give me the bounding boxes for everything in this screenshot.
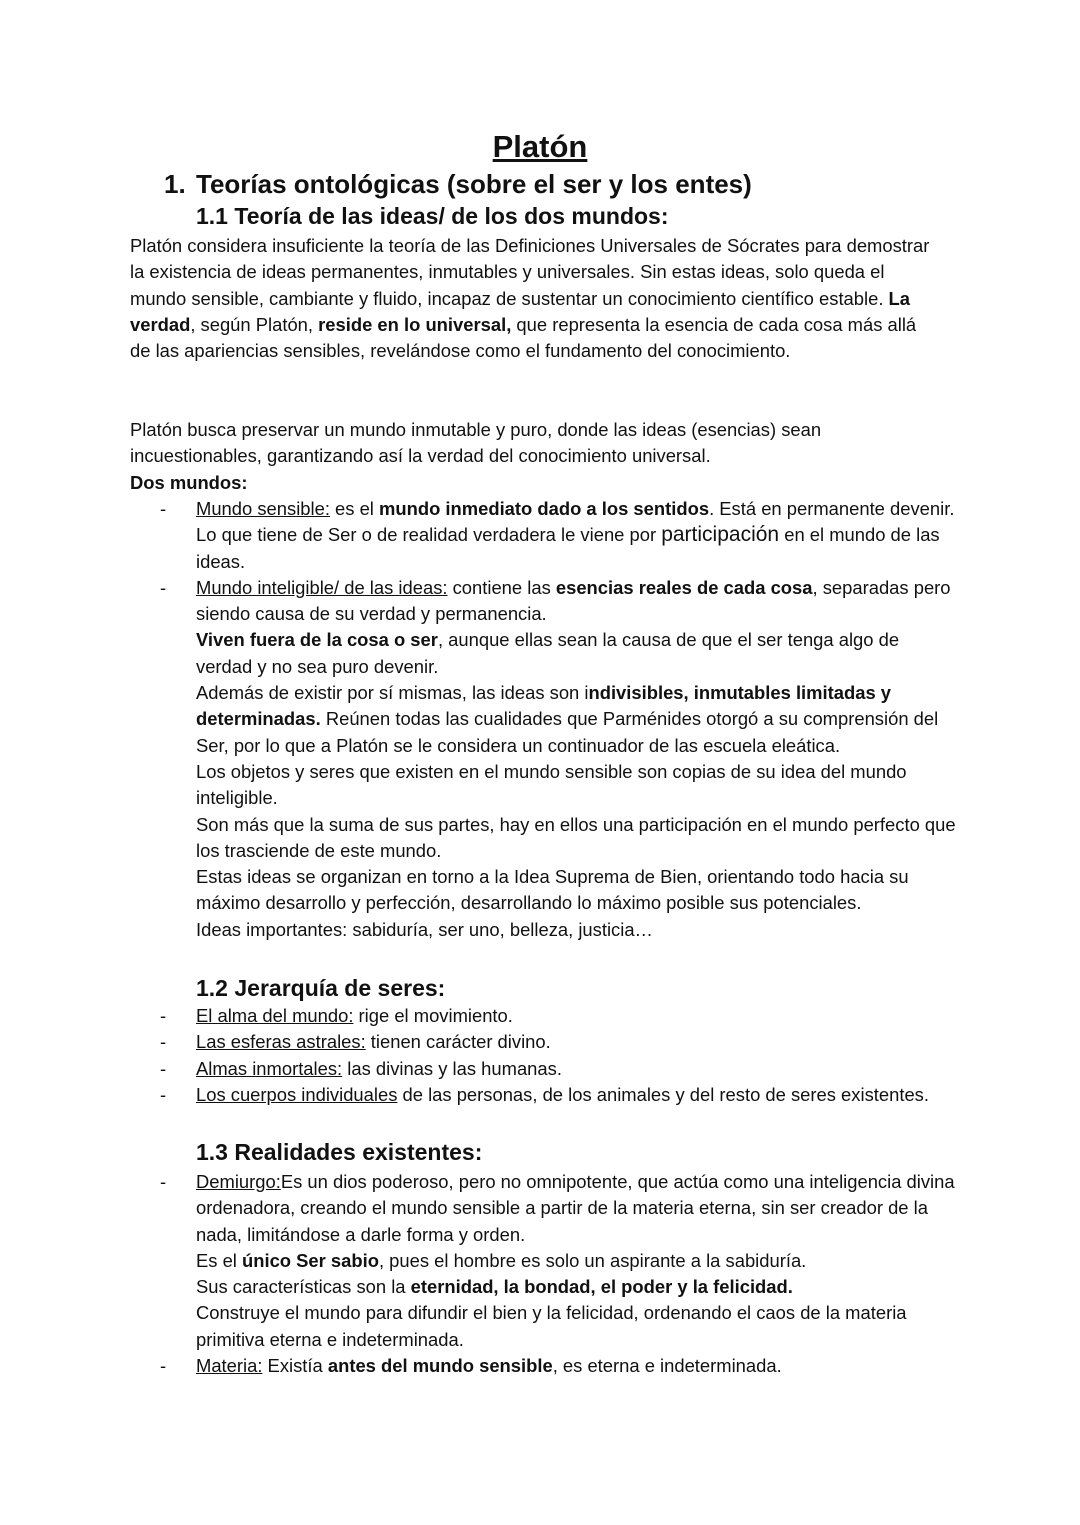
list-item-demiurgo: - Demiurgo:Es un dios poderoso, pero no omnipotente, que actúa como una inteligencia divina ordenadora, creando el mundo sensible a partir de la materia eterna, sin ser creador de la nada, limitándose a darle forma y orden. Es el único Ser sabio, pues el hombre es solo un aspirante a la sabiduría. Sus características son la eternidad, la bondad, el poder y la felicidad. Construye el mundo para difundir el bien y la felicidad, ordenando el caos de la materia primitiva eterna e indeterminada. (160, 1169, 960, 1353)
sub-paragraph-caracteristicas: Sus características son la eternidad, la bondad, el poder y la felicidad. (196, 1276, 793, 1298)
section-1-heading (164, 168, 752, 200)
realities-list (160, 1169, 960, 1379)
sub-paragraph-ademas: Además de existir por sí mismas, las ideas son indivisibles, inmutables limitadas y determinadas. Reúnen todas las cualidades que Parménides otorgó a su comprensión del Ser, por lo que a Platón se le considera un continuador de las escuela eleática. (196, 682, 939, 756)
sub-paragraph-viven: Viven fuera de la cosa o ser, aunque ellas sean la causa de que el ser tenga algo de verdad y no sea puro devenir. (196, 629, 900, 677)
section-1-2-heading: 1.2 Jerarquía de seres: (196, 975, 446, 1001)
list-item-cuerpos: - Los cuerpos individuales de las personas, de los animales y del resto de seres existentes. (160, 1083, 929, 1105)
list-item-alma-mundo: - El alma del mundo: rige el movimiento. (160, 1005, 513, 1026)
two-worlds-list (160, 496, 960, 943)
sub-paragraph-construye: Construye el mundo para difundir el bien y la felicidad, ordenando el caos de la materia primitiva eterna e indeterminada. (196, 1302, 907, 1350)
sub-paragraph-unico-ser: Es el único Ser sabio, pues el hombre es solo un aspirante a la sabiduría. (196, 1249, 807, 1271)
section-1-3-heading: 1.3 Realidades existentes: (196, 1139, 483, 1165)
sub-paragraph-copias: Los objetos y seres que existen en el mundo sensible son copias de su idea del mundo inteligible. (196, 760, 907, 809)
page-title: Platón (492, 129, 588, 164)
hierarchy-list (160, 1003, 960, 1108)
section-1-number: 1. (164, 169, 186, 199)
list-item-materia: - Materia: Existía antes del mundo sensible, es eterna e indeterminada. (160, 1355, 782, 1377)
paragraph-ideas-intro: Platón considera insuficiente la teoría de las Definiciones Universales de Sócrates para demostrar la existencia de ideas permanentes, inmutables y universales. Sin estas ideas, solo queda el mundo sensible, cambiante y fluido, incapaz de sustentar un conocimiento científico estable. La verdad, según Platón, reside en lo universal, que representa la esencia de cada cosa más allá de las apariencias sensibles, revelándose como el fundamento del conocimiento. (130, 235, 930, 362)
paragraph-world-pure: Platón busca preservar un mundo inmutable y puro, donde las ideas (esencias) sean incuestionables, garantizando así la verdad del conocimiento universal. (130, 419, 822, 467)
section-1-1-heading: 1.1 Teoría de las ideas/ de los dos mundos: (196, 203, 669, 229)
sub-paragraph-suma: Son más que la suma de sus partes, hay en ellos una participación en el mundo perfecto que los trasciende de este mundo. (196, 813, 956, 861)
sub-paragraph-ideas-importantes: Ideas importantes: sabiduría, ser uno, belleza, justicia… (196, 918, 653, 940)
dos-mundos-label: Dos mundos: (130, 472, 248, 493)
list-item-mundo-inteligible: - Mundo inteligible/ de las ideas: contiene las esencias reales de cada cosa, separadas pero siendo causa de su verdad y permanencia. Viven fuera de la cosa o ser, aunque ellas sean la causa de que el ser tenga algo de verdad y no sea puro devenir. Además de existir por sí mismas, las ideas son indivisibles, inmutables limitadas y determinadas. Reúnen todas las cualidades que Parménides otorgó a su comprensión del Ser, por lo que a Platón se le considera un continuador de las escuela eleática. Los objetos y seres que existen en el mundo sensible son copias de su idea del mundo inteligible. Son más que la suma de sus partes, hay en ellos una participación en el mundo perfecto que los trasciende de este mundo. Estas ideas se organizan en torno a la Idea Suprema de Bien, orientando todo hacia su máximo desarrollo y perfección, desarrollando lo máximo posible sus potenciales. Ideas importantes: sabiduría, ser uno, belleza, justicia… (160, 575, 960, 943)
section-1-title: Teorías ontológicas (sobre el ser y los entes) (196, 169, 752, 199)
list-item-esferas: - Las esferas astrales: tienen carácter divino. (160, 1031, 551, 1053)
list-item-mundo-sensible: - Mundo sensible: es el mundo inmediato dado a los sentidos. Está en permanente devenir. Lo que tiene de Ser o de realidad verdadera le viene por participación en el mundo de las ideas. (160, 498, 955, 572)
sub-paragraph-bien: Estas ideas se organizan en torno a la Idea Suprema de Bien, orientando todo hacia su máximo desarrollo y perfección, desarrollando lo máximo posible sus potenciales. (196, 866, 909, 914)
list-item-almas: - Almas inmortales: las divinas y las humanas. (160, 1057, 562, 1079)
